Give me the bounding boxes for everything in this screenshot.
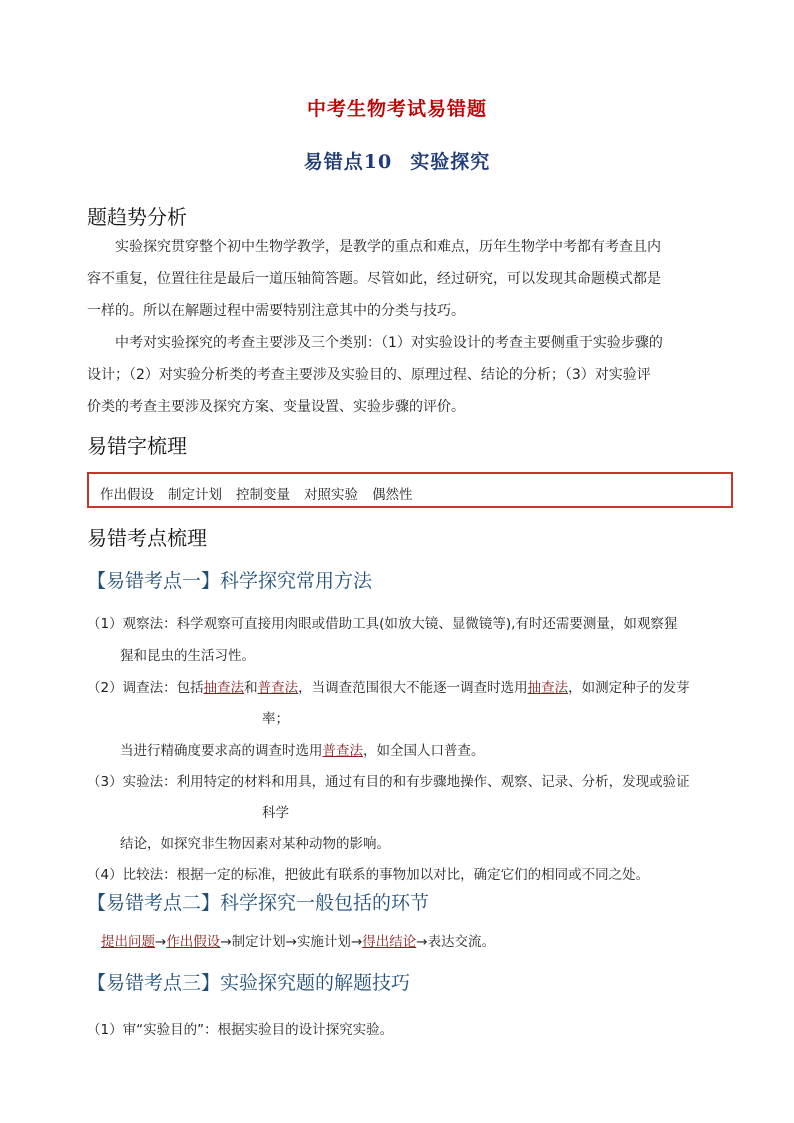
method-observe-line1: （1）观察法：科学观察可直接用肉眼或借助工具(如放大镜、显微镜等),有时还需要测量，如观察猩 <box>87 616 678 632</box>
section-heading-terms: 易错字梳理 <box>87 434 187 458</box>
arrow-icon: → <box>285 934 297 950</box>
term-item: 偶然性 <box>372 487 413 503</box>
underlined-term: 普查法 <box>257 680 299 696</box>
section-heading-trend: 题趋势分析 <box>87 205 187 229</box>
method-survey-line2: 率； <box>262 711 289 727</box>
arrow-icon: → <box>350 934 363 950</box>
step-item: 作出假设 <box>166 934 221 950</box>
method-experiment-line1: （3）实验法：利用特定的材料和用具，通过有目的和有步骤地操作、观察、记录、分析，发现或验证 <box>87 774 690 790</box>
technique-line1: （1）审“实验目的”：根据实验目的设计探究实验。 <box>87 1022 394 1038</box>
terms-list <box>100 483 427 503</box>
terms-box <box>87 472 733 508</box>
term-item: 作出假设 <box>100 487 154 503</box>
paragraph-line: 设计；（2）对实验分析类的考查主要涉及实验目的、原理过程、结论的分析；（3）对实验评 <box>87 367 651 383</box>
keypoint-three-title: 【易错考点三】实验探究题的解题技巧 <box>87 972 411 994</box>
underlined-term: 普查法 <box>322 743 363 759</box>
term-item: 控制变量 <box>236 487 290 503</box>
text-run: 当进行精确度要求高的调查时选用 <box>120 743 323 759</box>
document-title: 中考生物考试易错题 <box>306 98 487 120</box>
method-experiment-line2: 科学 <box>262 805 289 821</box>
document-subtitle <box>0 147 794 174</box>
paragraph-line: 中考对实验探究的考查主要涉及三个类别：（1）对实验设计的考查主要侧重于实验步骤的 <box>115 335 663 351</box>
step-item: 表达交流。 <box>427 934 496 950</box>
keypoint-one-title: 【易错考点一】科学探究常用方法 <box>87 570 373 592</box>
arrow-icon: → <box>220 934 232 950</box>
subtitle-topic: 实验探究 <box>410 151 491 173</box>
subtitle-number: 10 <box>363 151 393 173</box>
arrow-icon: → <box>416 934 428 950</box>
term-item: 对照实验 <box>304 487 358 503</box>
step-item: 实施计划 <box>296 934 351 950</box>
keypoint-two-title: 【易错考点二】科学探究一般包括的环节 <box>87 892 430 914</box>
method-survey-line3 <box>120 739 485 759</box>
text-run: ，当调查范围很大不能逐一调查时选用 <box>298 680 528 696</box>
underlined-term: 抽查法 <box>203 680 245 696</box>
paragraph-line: 实验探究贯穿整个初中生物学教学，是教学的重点和难点，历年生物学中考都有考查且内 <box>115 239 661 255</box>
text-run: 和 <box>244 680 258 696</box>
inquiry-steps-flow <box>101 930 495 950</box>
paragraph-line: 一样的。所以在解题过程中需要特别注意其中的分类与技巧。 <box>87 303 465 319</box>
paragraph-line: 容不重复，位置往往是最后一道压轴简答题。尽管如此，经过研究，可以发现其命题模式都是 <box>87 271 661 287</box>
paragraph-line: 价类的考查主要涉及探究方案、变量设置、实验步骤的评价。 <box>87 399 465 415</box>
text-run: （2）调查法：包括 <box>87 680 204 696</box>
step-item: 制定计划 <box>231 934 286 950</box>
step-item: 得出结论 <box>362 934 417 950</box>
subtitle-prefix: 易错点 <box>303 151 364 173</box>
arrow-icon: → <box>155 934 167 950</box>
method-compare-line: （4）比较法：根据一定的标准，把彼此有联系的事物加以对比，确定它们的相同或不同之处。 <box>87 867 650 883</box>
method-survey-line1 <box>87 676 690 696</box>
underlined-term: 抽查法 <box>527 680 569 696</box>
step-item: 提出问题 <box>101 934 155 950</box>
method-experiment-line3: 结论，如探究非生物因素对某种动物的影响。 <box>120 836 390 852</box>
text-run: ，如测定种子的发芽 <box>568 680 690 696</box>
text-run: ，如全国人口普查。 <box>363 743 485 759</box>
term-item: 制定计划 <box>168 487 222 503</box>
section-heading-points: 易错考点梳理 <box>87 526 207 550</box>
method-observe-line2: 猩和昆虫的生活习性。 <box>120 648 255 664</box>
